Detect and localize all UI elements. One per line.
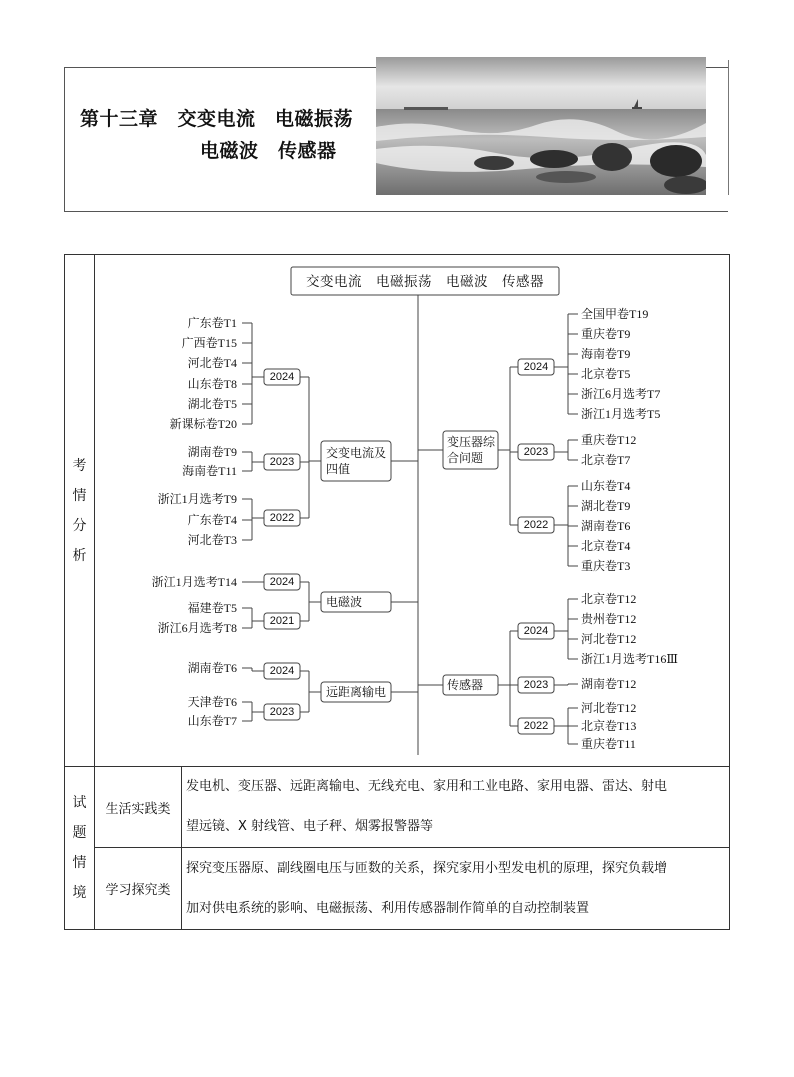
exam-item: 北京卷T7 [581, 453, 631, 467]
exam-item: 贵州卷T12 [581, 612, 637, 626]
exam-item: 山东卷T7 [187, 714, 237, 728]
topic-label: 变压器综 [447, 435, 496, 449]
exam-item: 福建卷T5 [187, 601, 237, 615]
exam-item: 北京卷T12 [581, 592, 637, 606]
exam-item: 湖南卷T6 [187, 661, 237, 675]
exam-item: 湖南卷T9 [187, 445, 237, 459]
year-label: 2022 [523, 519, 549, 531]
description-line: 发电机、变压器、远距离输电、无线充电、家用和工业电路、家用电器、雷达、射电 [186, 779, 668, 794]
topic-label: 电磁波 [326, 595, 363, 609]
label-char: 析 [72, 547, 87, 564]
label-char: 情 [72, 855, 87, 871]
exam-item: 海南卷T9 [581, 347, 631, 361]
label-char: 试 [72, 795, 87, 811]
mindmap-root-title: 交变电流 电磁振荡 电磁波 传感器 [306, 274, 544, 290]
year-label: 2023 [523, 679, 549, 691]
exam-item: 广东卷T1 [187, 316, 237, 330]
exam-item: 广西卷T15 [181, 336, 237, 350]
exam-item: 山东卷T8 [187, 377, 237, 391]
exam-item: 湖南卷T6 [581, 519, 631, 533]
exam-item: 浙江6月选考T7 [581, 387, 661, 401]
test-situation-label [65, 767, 95, 930]
chapter-subtitle: 电磁波 传感器 [200, 140, 337, 162]
year-label: 2023 [269, 456, 295, 468]
exam-item: 浙江1月选考T5 [581, 407, 661, 421]
category-learning-inquiry: 学习探究类 [95, 848, 182, 930]
exam-item: 浙江6月选考T8 [157, 621, 237, 635]
exam-analysis-label [65, 255, 95, 767]
year-label: 2021 [269, 615, 295, 627]
year-label: 2024 [523, 625, 549, 637]
category-life-practice: 生活实践类 [95, 767, 182, 848]
year-label: 2022 [523, 720, 549, 732]
exam-item: 北京卷T5 [581, 367, 631, 381]
exam-item: 湖北卷T5 [187, 397, 237, 411]
exam-item: 河北卷T4 [187, 356, 237, 370]
exam-item: 浙江1月选考T14 [151, 575, 237, 589]
exam-item: 河北卷T12 [581, 632, 637, 646]
exam-item: 湖北卷T9 [581, 499, 631, 513]
label-char: 分 [72, 517, 87, 534]
exam-item: 全国甲卷T19 [581, 307, 649, 321]
situation-description [182, 767, 730, 848]
label-char: 考 [72, 457, 87, 474]
exam-item: 新课标卷T20 [169, 417, 237, 431]
year-label: 2023 [523, 446, 549, 458]
exam-item: 北京卷T13 [581, 719, 637, 733]
exam-item: 北京卷T4 [581, 539, 631, 553]
chapter-title: 第十三章 交变电流 电磁振荡 [80, 108, 354, 130]
exam-item: 重庆卷T3 [581, 559, 631, 573]
exam-item: 重庆卷T9 [581, 327, 631, 341]
year-label: 2022 [269, 512, 295, 524]
label-char: 情 [72, 487, 87, 504]
topic-label: 传感器 [447, 678, 484, 692]
description-line: 探究变压器原、副线圈电压与匝数的关系，探究家用小型发电机的原理，探究负载增 [186, 860, 668, 876]
year-label: 2024 [269, 371, 295, 383]
exam-item: 重庆卷T12 [581, 433, 637, 447]
label-char: 题 [72, 825, 87, 841]
exam-item: 浙江1月选考T16Ⅲ [581, 652, 678, 666]
topic-label: 合问题 [447, 451, 484, 465]
label-char: 境 [72, 885, 87, 901]
exam-item: 浙江1月选考T9 [157, 492, 237, 506]
exam-item: 广东卷T4 [187, 513, 237, 527]
situation-description [182, 848, 730, 930]
description-line: 望远镜、X 射线管、电子秤、烟雾报警器等 [186, 819, 434, 834]
exam-item: 天津卷T6 [187, 695, 237, 709]
exam-item: 重庆卷T11 [581, 737, 636, 751]
exam-item: 山东卷T4 [581, 479, 631, 493]
year-label: 2023 [269, 706, 295, 718]
topic-label: 交变电流及 [326, 446, 387, 460]
exam-item: 河北卷T3 [187, 533, 237, 547]
topic-label: 四值 [326, 462, 351, 476]
topic-label: 远距离输电 [326, 685, 387, 699]
exam-item: 海南卷T11 [182, 464, 237, 478]
year-label: 2024 [523, 361, 549, 373]
seascape-photo [376, 57, 706, 195]
topic-mindmap [94, 255, 729, 765]
exam-item: 湖南卷T12 [581, 677, 637, 691]
description-line: 加对供电系统的影响、电磁振荡、利用传感器制作简单的自动控制装置 [186, 900, 590, 916]
header-divider [728, 60, 729, 195]
exam-item: 河北卷T12 [581, 701, 637, 715]
year-label: 2024 [269, 665, 295, 677]
year-label: 2024 [269, 576, 295, 588]
